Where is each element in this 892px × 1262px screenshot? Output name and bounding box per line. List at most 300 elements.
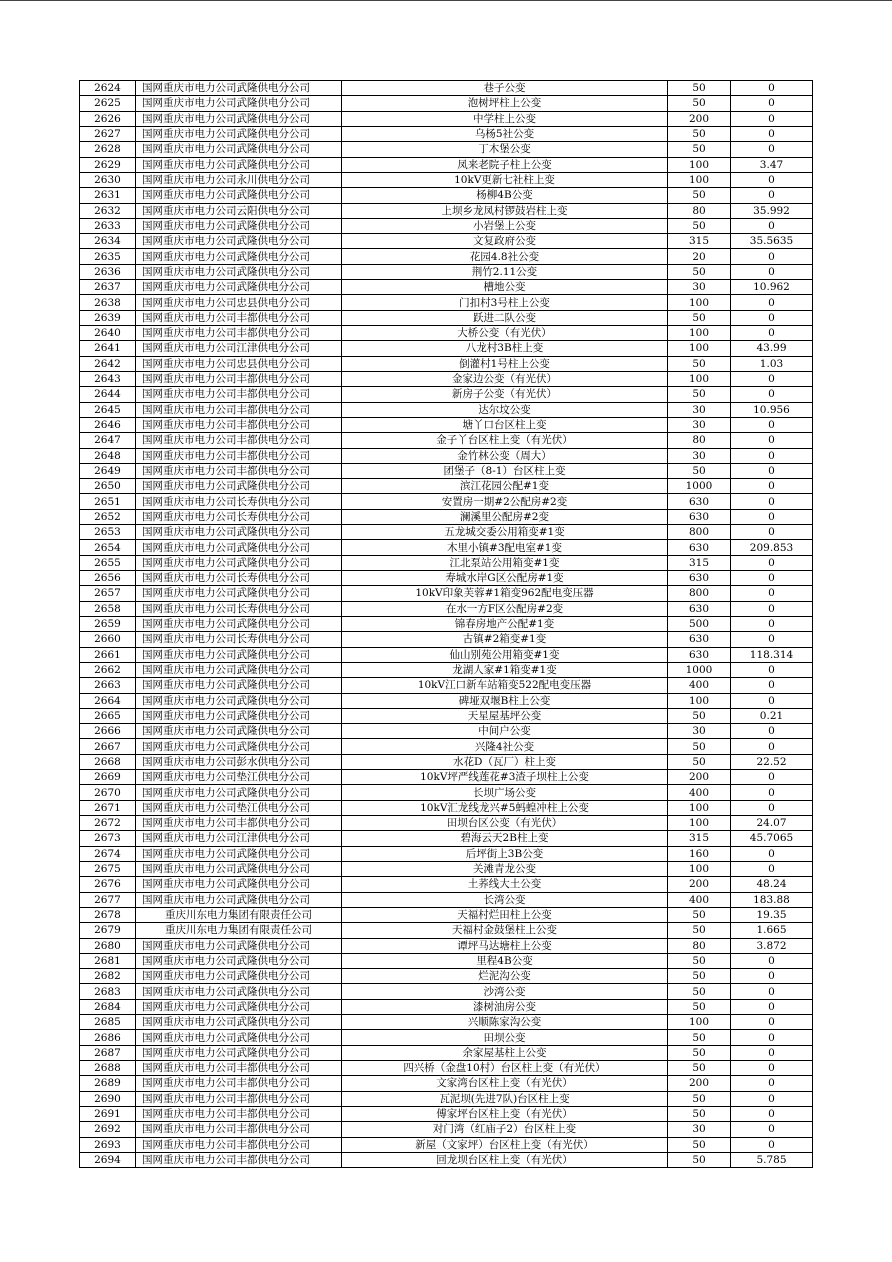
- company-cell: 国网重庆市电力公司武隆供电分公司: [136, 555, 342, 570]
- row-number-cell: 2658: [80, 601, 136, 616]
- capacity-cell: 50: [668, 1091, 731, 1106]
- station-name-cell: 倒灌村1号柱上公变: [342, 356, 668, 371]
- company-cell: 国网重庆市电力公司武隆供电分公司: [136, 678, 342, 693]
- table-row: [80, 708, 813, 723]
- capacity-cell: 50: [668, 953, 731, 968]
- station-name-cell: 碑垭双堰B柱上公变: [342, 693, 668, 708]
- station-name-cell: 文家湾台区柱上变（有光伏）: [342, 1076, 668, 1091]
- capacity-cell: 400: [668, 785, 731, 800]
- row-number-cell: 2636: [80, 264, 136, 279]
- capacity-cell: 50: [668, 739, 731, 754]
- row-number-cell: 2677: [80, 892, 136, 907]
- station-name-cell: 凤来老院子柱上公变: [342, 157, 668, 172]
- station-name-cell: 木里小镇#3配电室#1变: [342, 540, 668, 555]
- value-cell: 10.962: [731, 280, 813, 295]
- station-name-cell: 10kV坪严线莲花#3渣子坝柱上公变: [342, 770, 668, 785]
- table-row: [80, 1045, 813, 1060]
- row-number-cell: 2694: [80, 1152, 136, 1167]
- table-row: [80, 1137, 813, 1152]
- value-cell: 0: [731, 739, 813, 754]
- capacity-cell: 30: [668, 724, 731, 739]
- value-cell: 0: [731, 295, 813, 310]
- table-row: [80, 693, 813, 708]
- capacity-cell: 30: [668, 417, 731, 432]
- company-cell: 国网重庆市电力公司武隆供电分公司: [136, 739, 342, 754]
- table-row: [80, 218, 813, 233]
- value-cell: 0: [731, 218, 813, 233]
- table-row: [80, 678, 813, 693]
- value-cell: 0: [731, 479, 813, 494]
- capacity-cell: 630: [668, 540, 731, 555]
- value-cell: 0: [731, 770, 813, 785]
- page-top-border: [0, 0, 892, 1]
- row-number-cell: 2672: [80, 816, 136, 831]
- company-cell: 国网重庆市电力公司丰都供电分公司: [136, 1061, 342, 1076]
- company-cell: 国网重庆市电力公司武隆供电分公司: [136, 1015, 342, 1030]
- station-name-cell: 天星屋基坪公变: [342, 708, 668, 723]
- value-cell: 0: [731, 96, 813, 111]
- company-cell: 国网重庆市电力公司江津供电分公司: [136, 341, 342, 356]
- value-cell: 3.872: [731, 938, 813, 953]
- value-cell: 0: [731, 172, 813, 187]
- table-row: [80, 188, 813, 203]
- table-row: [80, 1091, 813, 1106]
- table-row: [80, 555, 813, 570]
- value-cell: 0: [731, 494, 813, 509]
- capacity-cell: 50: [668, 126, 731, 141]
- capacity-cell: 200: [668, 111, 731, 126]
- company-cell: 国网重庆市电力公司丰都供电分公司: [136, 816, 342, 831]
- capacity-cell: 100: [668, 341, 731, 356]
- capacity-cell: 50: [668, 1152, 731, 1167]
- company-cell: 国网重庆市电力公司武隆供电分公司: [136, 1045, 342, 1060]
- row-number-cell: 2691: [80, 1106, 136, 1121]
- company-cell: 国网重庆市电力公司垫江供电分公司: [136, 800, 342, 815]
- company-cell: 国网重庆市电力公司武隆供电分公司: [136, 218, 342, 233]
- row-number-cell: 2650: [80, 479, 136, 494]
- capacity-cell: 630: [668, 494, 731, 509]
- capacity-cell: 50: [668, 1106, 731, 1121]
- table-row: [80, 601, 813, 616]
- company-cell: 国网重庆市电力公司武隆供电分公司: [136, 846, 342, 861]
- table-row: [80, 371, 813, 386]
- table-row: [80, 846, 813, 861]
- capacity-cell: 630: [668, 632, 731, 647]
- company-cell: 国网重庆市电力公司长寿供电分公司: [136, 632, 342, 647]
- table-row: [80, 356, 813, 371]
- value-cell: 5.785: [731, 1152, 813, 1167]
- station-name-cell: 寿城水岸G区公配房#1变: [342, 571, 668, 586]
- row-number-cell: 2646: [80, 417, 136, 432]
- row-number-cell: 2674: [80, 846, 136, 861]
- row-number-cell: 2666: [80, 724, 136, 739]
- company-cell: 国网重庆市电力公司丰都供电分公司: [136, 1106, 342, 1121]
- company-cell: 国网重庆市电力公司彭水供电分公司: [136, 754, 342, 769]
- station-name-cell: 关滩青龙公变: [342, 861, 668, 876]
- value-cell: 22.52: [731, 754, 813, 769]
- value-cell: 209.853: [731, 540, 813, 555]
- row-number-cell: 2628: [80, 142, 136, 157]
- row-number-cell: 2681: [80, 953, 136, 968]
- capacity-cell: 50: [668, 907, 731, 922]
- row-number-cell: 2638: [80, 295, 136, 310]
- capacity-cell: 50: [668, 1061, 731, 1076]
- station-name-cell: 江北泵站公用箱变#1变: [342, 555, 668, 570]
- table-row: [80, 417, 813, 432]
- value-cell: 0: [731, 586, 813, 601]
- company-cell: 国网重庆市电力公司丰都供电分公司: [136, 1076, 342, 1091]
- station-name-cell: 回龙坝台区柱上变（有光伏）: [342, 1152, 668, 1167]
- station-name-cell: 兴隆4社公变: [342, 739, 668, 754]
- company-cell: 国网重庆市电力公司武隆供电分公司: [136, 142, 342, 157]
- row-number-cell: 2653: [80, 525, 136, 540]
- company-cell: 国网重庆市电力公司忠县供电分公司: [136, 356, 342, 371]
- capacity-cell: 200: [668, 770, 731, 785]
- table-row: [80, 816, 813, 831]
- capacity-cell: 800: [668, 586, 731, 601]
- station-name-cell: 丁木堡公变: [342, 142, 668, 157]
- capacity-cell: 50: [668, 81, 731, 96]
- station-name-cell: 中学柱上公变: [342, 111, 668, 126]
- row-number-cell: 2629: [80, 157, 136, 172]
- company-cell: 国网重庆市电力公司武隆供电分公司: [136, 81, 342, 96]
- table-row: [80, 142, 813, 157]
- table-row: [80, 770, 813, 785]
- table-row: [80, 953, 813, 968]
- row-number-cell: 2678: [80, 907, 136, 922]
- value-cell: 3.47: [731, 157, 813, 172]
- company-cell: 国网重庆市电力公司丰都供电分公司: [136, 1152, 342, 1167]
- company-cell: 国网重庆市电力公司长寿供电分公司: [136, 494, 342, 509]
- table-row: [80, 647, 813, 662]
- value-cell: 0: [731, 417, 813, 432]
- row-number-cell: 2649: [80, 463, 136, 478]
- company-cell: 国网重庆市电力公司丰都供电分公司: [136, 310, 342, 325]
- station-name-cell: 杨柳4B公变: [342, 188, 668, 203]
- company-cell: 国网重庆市电力公司武隆供电分公司: [136, 249, 342, 264]
- company-cell: 国网重庆市电力公司武隆供电分公司: [136, 280, 342, 295]
- capacity-cell: 50: [668, 1045, 731, 1060]
- row-number-cell: 2647: [80, 433, 136, 448]
- value-cell: 0: [731, 678, 813, 693]
- row-number-cell: 2669: [80, 770, 136, 785]
- value-cell: 0: [731, 800, 813, 815]
- station-name-cell: 金竹林公变（周大）: [342, 448, 668, 463]
- table-row: [80, 984, 813, 999]
- company-cell: 国网重庆市电力公司武隆供电分公司: [136, 984, 342, 999]
- value-cell: 0: [731, 969, 813, 984]
- row-number-cell: 2652: [80, 509, 136, 524]
- company-cell: 国网重庆市电力公司武隆供电分公司: [136, 1030, 342, 1045]
- station-name-cell: 烂泥沟公变: [342, 969, 668, 984]
- capacity-cell: 50: [668, 264, 731, 279]
- company-cell: 国网重庆市电力公司武隆供电分公司: [136, 188, 342, 203]
- row-number-cell: 2683: [80, 984, 136, 999]
- capacity-cell: 315: [668, 555, 731, 570]
- value-cell: 45.7065: [731, 831, 813, 846]
- row-number-cell: 2676: [80, 877, 136, 892]
- value-cell: 0: [731, 1076, 813, 1091]
- row-number-cell: 2643: [80, 371, 136, 386]
- value-cell: 0: [731, 846, 813, 861]
- table-row: [80, 448, 813, 463]
- company-cell: 国网重庆市电力公司武隆供电分公司: [136, 264, 342, 279]
- row-number-cell: 2668: [80, 754, 136, 769]
- station-name-cell: 达尔坟公变: [342, 402, 668, 417]
- station-name-cell: 金家边公变（有光伏）: [342, 371, 668, 386]
- table-row: [80, 111, 813, 126]
- company-cell: 国网重庆市电力公司武隆供电分公司: [136, 525, 342, 540]
- company-cell: 重庆川东电力集团有限责任公司: [136, 907, 342, 922]
- capacity-cell: 50: [668, 188, 731, 203]
- station-name-cell: 大桥公变（有光伏）: [342, 326, 668, 341]
- table-row: [80, 81, 813, 96]
- company-cell: 国网重庆市电力公司武隆供电分公司: [136, 938, 342, 953]
- value-cell: 0: [731, 463, 813, 478]
- table-row: [80, 463, 813, 478]
- station-name-cell: 古镇#2箱变#1变: [342, 632, 668, 647]
- station-name-cell: 槽地公变: [342, 280, 668, 295]
- table-row: [80, 571, 813, 586]
- value-cell: 35.992: [731, 203, 813, 218]
- table-row: [80, 892, 813, 907]
- company-cell: 国网重庆市电力公司云阳供电分公司: [136, 203, 342, 218]
- station-name-cell: 龙湖人家#1箱变#1变: [342, 662, 668, 677]
- table-row: [80, 907, 813, 922]
- capacity-cell: 200: [668, 877, 731, 892]
- station-name-cell: 澜溪里公配房#2变: [342, 509, 668, 524]
- table-row: [80, 923, 813, 938]
- company-cell: 国网重庆市电力公司武隆供电分公司: [136, 708, 342, 723]
- capacity-cell: 50: [668, 969, 731, 984]
- station-name-cell: 天福村烂田柱上公变: [342, 907, 668, 922]
- table-row: [80, 616, 813, 631]
- capacity-cell: 50: [668, 356, 731, 371]
- station-name-cell: 10kV汇龙线龙兴#5蚂蝗冲柱上公变: [342, 800, 668, 815]
- capacity-cell: 100: [668, 1015, 731, 1030]
- row-number-cell: 2631: [80, 188, 136, 203]
- table-row: [80, 1015, 813, 1030]
- row-number-cell: 2665: [80, 708, 136, 723]
- table-row: [80, 877, 813, 892]
- station-name-cell: 兴顺陈家沟公变: [342, 1015, 668, 1030]
- capacity-cell: 630: [668, 509, 731, 524]
- table-row: [80, 402, 813, 417]
- station-name-cell: 田坝台区公变（有光伏）: [342, 816, 668, 831]
- company-cell: 国网重庆市电力公司丰都供电分公司: [136, 371, 342, 386]
- row-number-cell: 2654: [80, 540, 136, 555]
- station-name-cell: 上坝乡龙凤村锣鼓岩柱上变: [342, 203, 668, 218]
- capacity-cell: 30: [668, 1122, 731, 1137]
- company-cell: 国网重庆市电力公司长寿供电分公司: [136, 571, 342, 586]
- table-row: [80, 724, 813, 739]
- row-number-cell: 2688: [80, 1061, 136, 1076]
- value-cell: 0: [731, 953, 813, 968]
- station-name-cell: 长坝广场公变: [342, 785, 668, 800]
- value-cell: 0: [731, 142, 813, 157]
- value-cell: 0: [731, 662, 813, 677]
- value-cell: 0: [731, 999, 813, 1014]
- company-cell: 国网重庆市电力公司武隆供电分公司: [136, 157, 342, 172]
- company-cell: 国网重庆市电力公司丰都供电分公司: [136, 387, 342, 402]
- company-cell: 国网重庆市电力公司丰都供电分公司: [136, 448, 342, 463]
- value-cell: 0: [731, 111, 813, 126]
- row-number-cell: 2673: [80, 831, 136, 846]
- station-name-cell: 四兴桥（金盘10村）台区柱上变（有光伏）: [342, 1061, 668, 1076]
- row-number-cell: 2693: [80, 1137, 136, 1152]
- table-row: [80, 264, 813, 279]
- value-cell: 183.88: [731, 892, 813, 907]
- table-row: [80, 586, 813, 601]
- value-cell: 0: [731, 126, 813, 141]
- value-cell: 0: [731, 632, 813, 647]
- value-cell: 0: [731, 448, 813, 463]
- value-cell: 0: [731, 1061, 813, 1076]
- value-cell: 0: [731, 1091, 813, 1106]
- company-cell: 国网重庆市电力公司武隆供电分公司: [136, 586, 342, 601]
- company-cell: 国网重庆市电力公司丰都供电分公司: [136, 1122, 342, 1137]
- value-cell: 0: [731, 1137, 813, 1152]
- row-number-cell: 2640: [80, 326, 136, 341]
- company-cell: 国网重庆市电力公司武隆供电分公司: [136, 693, 342, 708]
- capacity-cell: 50: [668, 999, 731, 1014]
- company-cell: 国网重庆市电力公司丰都供电分公司: [136, 433, 342, 448]
- station-name-cell: 乌杨5社公变: [342, 126, 668, 141]
- station-name-cell: 里程4B公变: [342, 953, 668, 968]
- company-cell: 国网重庆市电力公司武隆供电分公司: [136, 785, 342, 800]
- company-cell: 国网重庆市电力公司忠县供电分公司: [136, 295, 342, 310]
- capacity-cell: 50: [668, 310, 731, 325]
- station-name-cell: 新房子公变（有光伏）: [342, 387, 668, 402]
- capacity-cell: 50: [668, 142, 731, 157]
- company-cell: 国网重庆市电力公司武隆供电分公司: [136, 892, 342, 907]
- station-name-cell: 泡树坪柱上公变: [342, 96, 668, 111]
- table-row: [80, 494, 813, 509]
- value-cell: 48.24: [731, 877, 813, 892]
- company-cell: 国网重庆市电力公司丰都供电分公司: [136, 1137, 342, 1152]
- capacity-cell: 315: [668, 831, 731, 846]
- row-number-cell: 2626: [80, 111, 136, 126]
- row-number-cell: 2625: [80, 96, 136, 111]
- company-cell: 国网重庆市电力公司武隆供电分公司: [136, 969, 342, 984]
- table-row: [80, 861, 813, 876]
- table-row: [80, 739, 813, 754]
- value-cell: 118.314: [731, 647, 813, 662]
- company-cell: 国网重庆市电力公司丰都供电分公司: [136, 402, 342, 417]
- station-name-cell: 10kV更新七社柱上变: [342, 172, 668, 187]
- company-cell: 国网重庆市电力公司武隆供电分公司: [136, 540, 342, 555]
- row-number-cell: 2679: [80, 923, 136, 938]
- capacity-cell: 50: [668, 1137, 731, 1152]
- table-row: [80, 203, 813, 218]
- capacity-cell: 315: [668, 234, 731, 249]
- company-cell: 国网重庆市电力公司长寿供电分公司: [136, 509, 342, 524]
- table-row: [80, 1030, 813, 1045]
- row-number-cell: 2637: [80, 280, 136, 295]
- company-cell: 国网重庆市电力公司长寿供电分公司: [136, 601, 342, 616]
- row-number-cell: 2633: [80, 218, 136, 233]
- row-number-cell: 2627: [80, 126, 136, 141]
- table-row: [80, 433, 813, 448]
- value-cell: 0.21: [731, 708, 813, 723]
- station-name-cell: 团堡子（8-1）台区柱上变: [342, 463, 668, 478]
- row-number-cell: 2690: [80, 1091, 136, 1106]
- station-name-cell: 10kV江口新车站箱变522配电变压器: [342, 678, 668, 693]
- capacity-cell: 1000: [668, 662, 731, 677]
- station-name-cell: 后坪街上3B公变: [342, 846, 668, 861]
- capacity-cell: 100: [668, 861, 731, 876]
- company-cell: 国网重庆市电力公司永川供电分公司: [136, 172, 342, 187]
- row-number-cell: 2641: [80, 341, 136, 356]
- company-cell: 国网重庆市电力公司武隆供电分公司: [136, 234, 342, 249]
- station-name-cell: 碧海云天2B柱上变: [342, 831, 668, 846]
- capacity-cell: 160: [668, 846, 731, 861]
- table-body: [80, 81, 813, 1168]
- table-row: [80, 999, 813, 1014]
- capacity-cell: 50: [668, 923, 731, 938]
- capacity-cell: 50: [668, 218, 731, 233]
- table-row: [80, 509, 813, 524]
- station-name-cell: 田坝公变: [342, 1030, 668, 1045]
- value-cell: 0: [731, 509, 813, 524]
- table-row: [80, 662, 813, 677]
- row-number-cell: 2624: [80, 81, 136, 96]
- row-number-cell: 2689: [80, 1076, 136, 1091]
- capacity-cell: 630: [668, 647, 731, 662]
- value-cell: 0: [731, 249, 813, 264]
- capacity-cell: 400: [668, 678, 731, 693]
- capacity-cell: 50: [668, 387, 731, 402]
- station-name-cell: 在水一方F区公配房#2变: [342, 601, 668, 616]
- station-name-cell: 小岩堡上公变: [342, 218, 668, 233]
- row-number-cell: 2651: [80, 494, 136, 509]
- value-cell: 24.07: [731, 816, 813, 831]
- value-cell: 43.99: [731, 341, 813, 356]
- table-row: [80, 540, 813, 555]
- value-cell: 0: [731, 601, 813, 616]
- row-number-cell: 2682: [80, 969, 136, 984]
- station-name-cell: 塘丫口台区柱上变: [342, 417, 668, 432]
- station-name-cell: 门扣村3号柱上公变: [342, 295, 668, 310]
- value-cell: 0: [731, 433, 813, 448]
- table-row: [80, 754, 813, 769]
- table-row: [80, 525, 813, 540]
- capacity-cell: 100: [668, 295, 731, 310]
- capacity-cell: 80: [668, 938, 731, 953]
- value-cell: 35.5635: [731, 234, 813, 249]
- row-number-cell: 2680: [80, 938, 136, 953]
- company-cell: 国网重庆市电力公司武隆供电分公司: [136, 647, 342, 662]
- station-name-cell: 对门湾（红庙子2）台区柱上变: [342, 1122, 668, 1137]
- table-row: [80, 1122, 813, 1137]
- value-cell: 10.956: [731, 402, 813, 417]
- value-cell: 0: [731, 571, 813, 586]
- row-number-cell: 2684: [80, 999, 136, 1014]
- row-number-cell: 2664: [80, 693, 136, 708]
- row-number-cell: 2692: [80, 1122, 136, 1137]
- row-number-cell: 2661: [80, 647, 136, 662]
- capacity-cell: 800: [668, 525, 731, 540]
- table-row: [80, 632, 813, 647]
- value-cell: 0: [731, 616, 813, 631]
- station-name-cell: 天福村金鼓堡柱上公变: [342, 923, 668, 938]
- row-number-cell: 2686: [80, 1030, 136, 1045]
- station-name-cell: 水花D（瓦厂）柱上变: [342, 754, 668, 769]
- value-cell: 0: [731, 81, 813, 96]
- value-cell: 0: [731, 264, 813, 279]
- value-cell: 1.665: [731, 923, 813, 938]
- table-row: [80, 785, 813, 800]
